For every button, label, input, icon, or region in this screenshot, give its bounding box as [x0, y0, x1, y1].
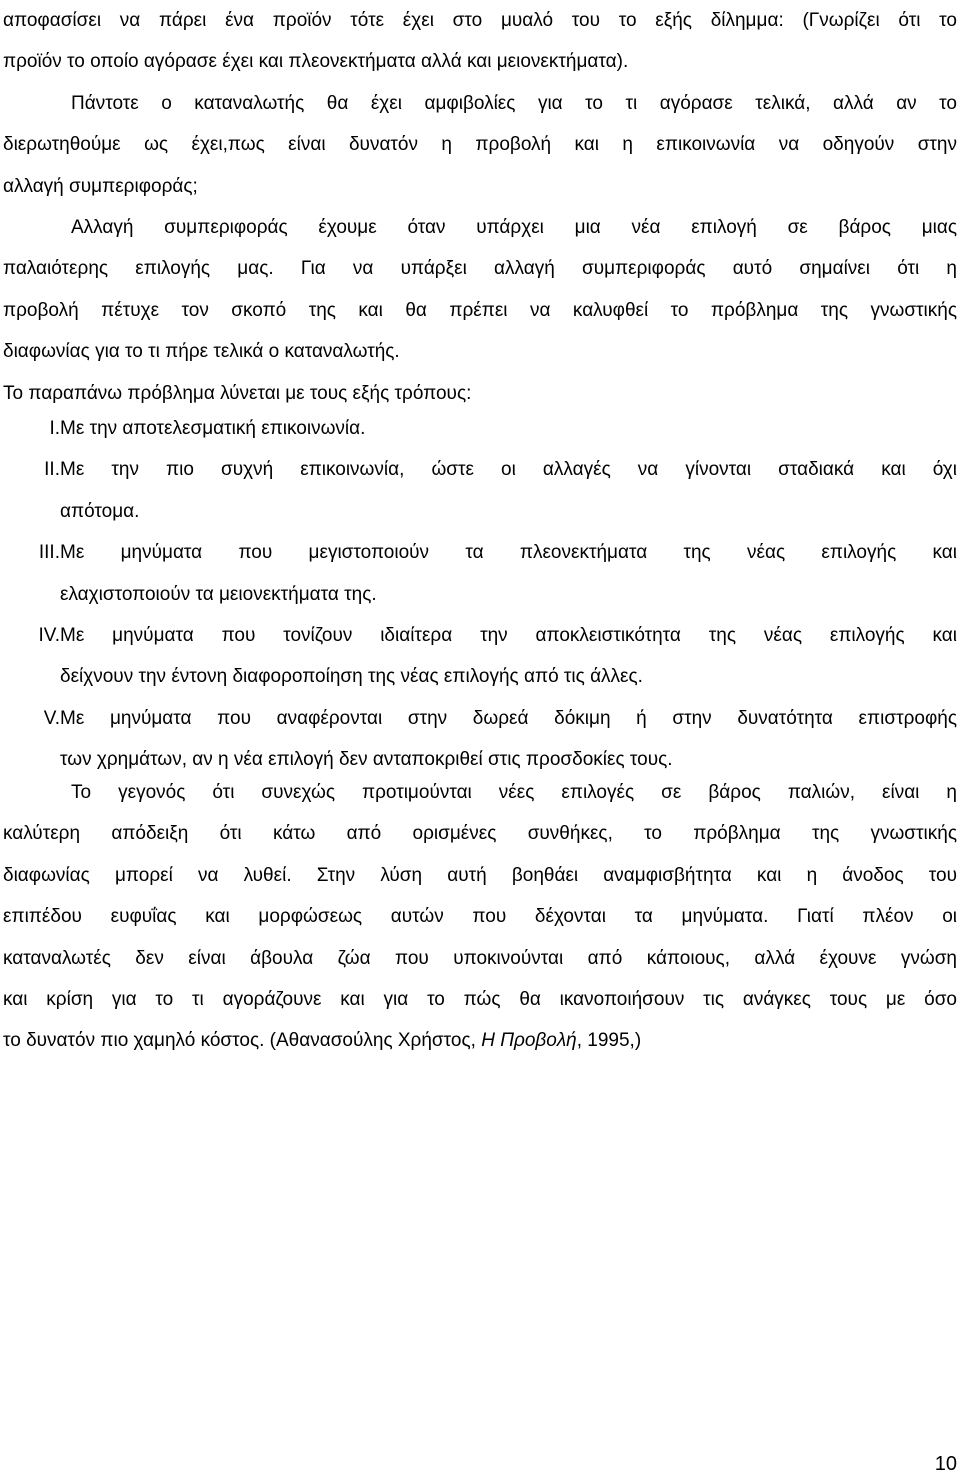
- intro-paragraphs: [3, 0, 957, 414]
- text-line: επιπέδου ευφυΐας και μορφώσεως αυτών που δέχονται τα μηνύματα. Γιατί πλέον οι: [3, 906, 957, 928]
- list-item: [0, 408, 957, 449]
- text-line: καταναλωτές δεν είναι άβουλα ζώα που υποκινούνται από κάποιους, αλλά έχουνε γνώση: [3, 947, 957, 969]
- list-number: I.: [49, 418, 60, 439]
- text-line: Αλλαγή συμπεριφοράς έχουμε όταν υπάρχει μια νέα επιλογή σε βάρος μιας: [71, 216, 957, 238]
- citation-book-title: Η Προβολή: [481, 1030, 577, 1052]
- list-text: Με μηνύματα που τονίζουν ιδιαίτερα την αποκλειστικότητα της νέας επιλογής και: [60, 624, 957, 646]
- list-item: [0, 449, 957, 490]
- citation-text-before: το δυνατόν πιο χαμηλό κόστος. (Αθανασούλης Χρήστος,: [3, 1030, 482, 1052]
- list-item-continuation: [0, 574, 957, 615]
- text-line: διαφωνίας μπορεί να λυθεί. Στην λύση αυτή βοηθάει αναμφισβήτητα και η άνοδος του: [3, 864, 957, 886]
- list-item: [0, 532, 957, 573]
- text-line: Το γεγονός ότι συνεχώς προτιμούνται νέες επιλογές σε βάρος παλιών, είναι η: [71, 782, 957, 803]
- list-item-continuation: [0, 491, 957, 532]
- list-text: των χρημάτων, αν η νέα επιλογή δεν ανταποκριθεί στις προσδοκίες τους.: [60, 749, 673, 771]
- closing-paragraph: [3, 772, 957, 1062]
- text-line: αλλαγή συμπεριφοράς;: [3, 175, 198, 197]
- list-number: II.: [44, 459, 60, 481]
- text-line: διαφωνίας για το τι πήρε τελικά ο καταναλωτής.: [3, 341, 400, 363]
- text-line: Πάντοτε ο καταναλωτής θα έχει αμφιβολίες για το τι αγόρασε τελικά, αλλά αν το: [71, 92, 957, 114]
- list-text: Με μηνύματα που αναφέρονται στην δωρεά δόκιμη ή στην δυνατότητα επιστροφής: [60, 707, 957, 729]
- list-number: V.: [43, 707, 60, 729]
- list-number: IV.: [38, 624, 60, 646]
- text-line: και κρίση για το τι αγοράζουνε και για το πώς θα ικανοποιήσουν τις ανάγκες τους με όσο: [3, 988, 957, 1010]
- list-text: Με την πιο συχνή επικοινωνία, ώστε οι αλλαγές να γίνονται σταδιακά και όχι: [60, 459, 957, 481]
- list-text: ελαχιστοποιούν τα μειονεκτήματα της.: [60, 583, 377, 605]
- list-text: δείχνουν την έντονη διαφοροποίηση της νέας επιλογής από τις άλλες.: [60, 666, 643, 688]
- text-line: Το παραπάνω πρόβλημα λύνεται με τους εξής τρόπους:: [3, 382, 472, 404]
- citation-text-after: , 1995,): [576, 1030, 642, 1052]
- list-item-continuation: [0, 656, 957, 697]
- list-text: Με την αποτελεσματική επικοινωνία.: [60, 418, 366, 439]
- text-line: αποφασίσει να πάρει ένα προϊόν τότε έχει στο μυαλό του το εξής δίλημμα: (Γνωρίζει ότι το: [3, 10, 957, 31]
- list-number: III.: [38, 542, 60, 564]
- list-item: [0, 698, 957, 739]
- text-line: προβολή πέτυχε τον σκοπό της και θα πρέπει να καλυφθεί το πρόβλημα της γνωστικής: [3, 299, 957, 321]
- citation-line: [3, 1020, 957, 1061]
- text-line: διερωτηθούμε ως έχει,πως είναι δυνατόν η προβολή και η επικοινωνία να οδηγούν στην: [3, 134, 957, 156]
- text-line: καλύτερη απόδειξη ότι κάτω από ορισμένες συνθήκες, το πρόβλημα της γνωστικής: [3, 823, 957, 845]
- list-text: απότομα.: [60, 500, 140, 522]
- page-number: 10: [934, 1453, 957, 1475]
- list-item: [0, 615, 957, 656]
- numbered-list: [0, 408, 957, 781]
- text-line: προϊόν το οποίο αγόρασε έχει και πλεονεκτήματα αλλά και μειονεκτήματα).: [3, 51, 629, 73]
- text-line: παλαιότερης επιλογής μας. Για να υπάρξει αλλαγή συμπεριφοράς αυτό σημαίνει ότι η: [3, 258, 957, 280]
- list-text: Με μηνύματα που μεγιστοποιούν τα πλεονεκτήματα της νέας επιλογής και: [60, 542, 957, 564]
